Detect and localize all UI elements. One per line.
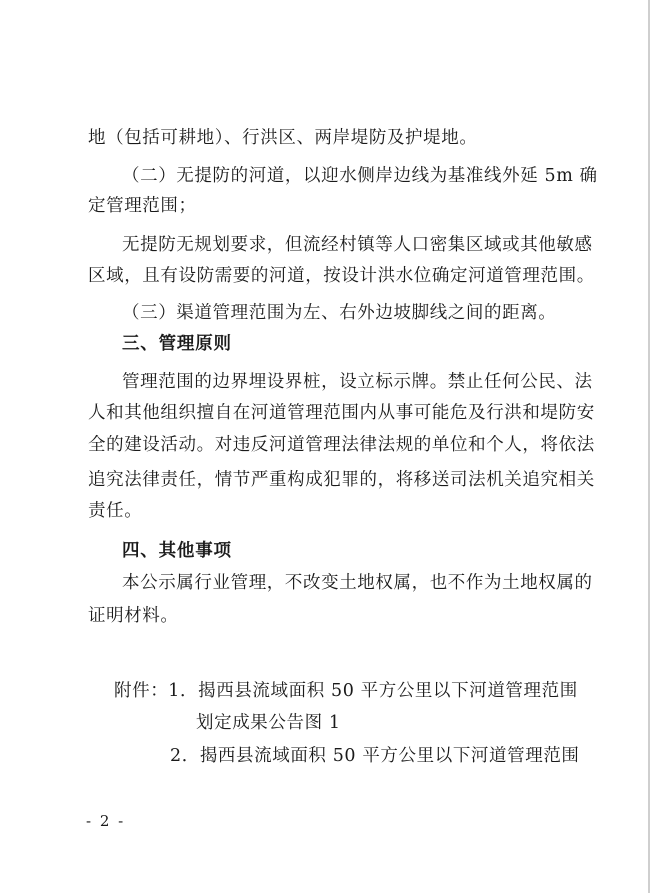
paragraph-line: 区域，且有设防需要的河道，按设计洪水位确定河道管理范围。 <box>88 266 595 286</box>
paragraph-line: 责任。 <box>88 501 143 521</box>
paragraph-line: （三）渠道管理范围为左、右外边坡脚线之间的距离。 <box>122 303 557 323</box>
paragraph-line: 管理范围的边界埋设界桩，设立标示牌。禁止任何公民、法 <box>122 372 593 392</box>
page-number: - 2 - <box>86 812 126 830</box>
paragraph-line: 证明材料。 <box>88 606 179 626</box>
paragraph-line: 全的建设活动。对违反河道管理法律法规的单位和个人，将依法 <box>88 435 595 455</box>
paragraph-line: 人和其他组织擅自在河道管理范围内从事可能危及行洪和堤防安 <box>88 403 595 423</box>
attachment-line: 划定成果公告图 1 <box>196 713 341 733</box>
paragraph-line: 追究法律责任，情节严重构成犯罪的，将移送司法机关追究相关 <box>88 470 595 490</box>
attachment-line: 附件：1．揭西县流域面积 50 平方公里以下河道管理范围 <box>114 681 578 701</box>
paragraph-line: 定管理范围； <box>88 196 197 216</box>
section-heading: 四、其他事项 <box>122 541 232 561</box>
paragraph-line: 本公示属行业管理，不改变土地权属，也不作为土地权属的 <box>122 573 593 593</box>
paragraph-line: 地（包括可耕地）、行洪区、两岸堤防及护堤地。 <box>88 128 478 148</box>
paragraph-line: （二）无提防的河道，以迎水侧岸边线为基准线外延 5m 确 <box>122 166 598 186</box>
attachment-line: 2．揭西县流域面积 50 平方公里以下河道管理范围 <box>170 746 580 766</box>
section-heading: 三、管理原则 <box>122 334 232 354</box>
paragraph-line: 无提防无规划要求，但流经村镇等人口密集区域或其他敏感 <box>122 235 593 255</box>
